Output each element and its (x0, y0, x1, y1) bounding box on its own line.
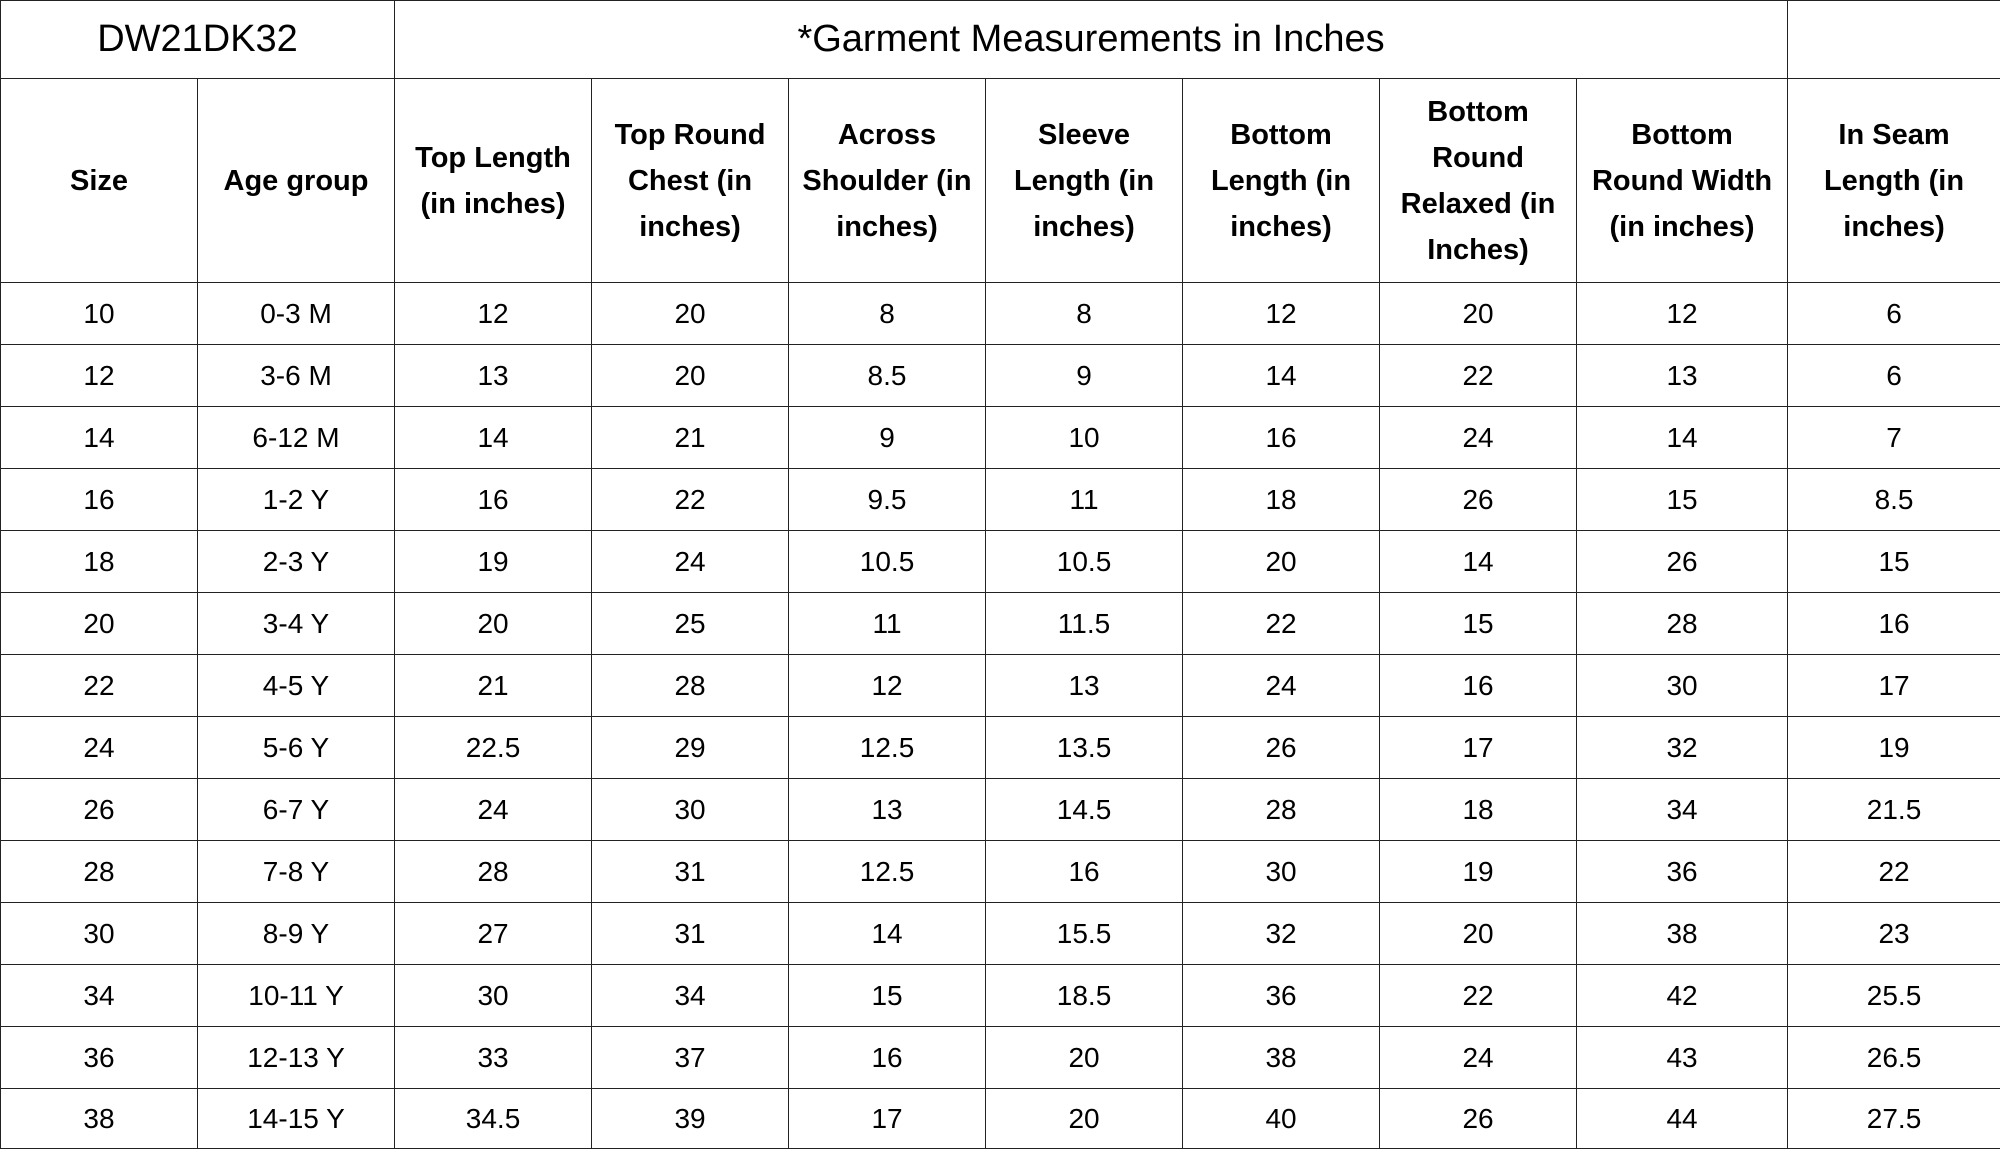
column-header: Bottom Round Relaxed (in Inches) (1380, 79, 1577, 283)
age-group-cell: 6-7 Y (198, 779, 395, 841)
measurement-cell: 26.5 (1788, 1027, 2000, 1089)
measurement-cell: 8.5 (1788, 469, 2000, 531)
measurement-cell: 28 (592, 655, 789, 717)
table-row (1, 841, 2000, 903)
blank-title-cell (1788, 1, 2000, 79)
measurement-cell: 21 (395, 655, 592, 717)
table-row (1, 717, 2000, 779)
column-header: Sleeve Length (in inches) (986, 79, 1183, 283)
measurement-cell: 12.5 (789, 841, 986, 903)
measurement-cell: 40 (1183, 1089, 1380, 1149)
measurement-cell: 8.5 (789, 345, 986, 407)
measurement-cell: 13 (986, 655, 1183, 717)
column-header: Top Length (in inches) (395, 79, 592, 283)
column-header: Across Shoulder (in inches) (789, 79, 986, 283)
table-row (1, 1089, 2000, 1149)
size-cell: 18 (1, 531, 198, 593)
measurement-cell: 26 (1183, 717, 1380, 779)
measurement-cell: 28 (1183, 779, 1380, 841)
measurement-cell: 44 (1577, 1089, 1788, 1149)
size-cell: 20 (1, 593, 198, 655)
measurement-cell: 8 (986, 283, 1183, 345)
measurement-cell: 28 (1577, 593, 1788, 655)
measurement-cell: 24 (395, 779, 592, 841)
table-row (1, 283, 2000, 345)
measurement-cell: 24 (1380, 407, 1577, 469)
measurement-cell: 34.5 (395, 1089, 592, 1149)
measurement-cell: 31 (592, 841, 789, 903)
measurement-cell: 37 (592, 1027, 789, 1089)
measurement-cell: 19 (395, 531, 592, 593)
measurement-cell: 30 (395, 965, 592, 1027)
age-group-cell: 5-6 Y (198, 717, 395, 779)
measurement-cell: 14 (1380, 531, 1577, 593)
size-cell: 28 (1, 841, 198, 903)
table-row (1, 655, 2000, 717)
measurement-cell: 8 (789, 283, 986, 345)
age-group-cell: 3-4 Y (198, 593, 395, 655)
measurement-cell: 20 (592, 283, 789, 345)
measurement-cell: 16 (395, 469, 592, 531)
measurement-cell: 30 (1577, 655, 1788, 717)
measurement-cell: 20 (1183, 531, 1380, 593)
measurement-cell: 13 (1577, 345, 1788, 407)
measurement-cell: 15 (1788, 531, 2000, 593)
column-header: Size (1, 79, 198, 283)
measurement-cell: 15 (1380, 593, 1577, 655)
measurement-cell: 20 (395, 593, 592, 655)
age-group-cell: 2-3 Y (198, 531, 395, 593)
table-row (1, 345, 2000, 407)
measurement-cell: 14 (1577, 407, 1788, 469)
size-cell: 24 (1, 717, 198, 779)
measurement-cell: 22 (1788, 841, 2000, 903)
measurement-cell: 20 (1380, 283, 1577, 345)
measurement-cell: 16 (789, 1027, 986, 1089)
measurement-cell: 15 (1577, 469, 1788, 531)
measurement-cell: 16 (1380, 655, 1577, 717)
measurement-cell: 21.5 (1788, 779, 2000, 841)
column-header: Bottom Length (in inches) (1183, 79, 1380, 283)
measurement-cell: 16 (1183, 407, 1380, 469)
measurement-cell: 12.5 (789, 717, 986, 779)
measurement-cell: 14 (395, 407, 592, 469)
measurement-cell: 14 (789, 903, 986, 965)
measurement-cell: 19 (1788, 717, 2000, 779)
measurement-cell: 31 (592, 903, 789, 965)
size-cell: 16 (1, 469, 198, 531)
size-cell: 30 (1, 903, 198, 965)
measurement-cell: 34 (592, 965, 789, 1027)
measurement-cell: 30 (1183, 841, 1380, 903)
table-row (1, 407, 2000, 469)
measurement-cell: 42 (1577, 965, 1788, 1027)
measurement-cell: 9.5 (789, 469, 986, 531)
measurement-cell: 11 (986, 469, 1183, 531)
table-row (1, 469, 2000, 531)
table-row (1, 1027, 2000, 1089)
measurement-cell: 30 (592, 779, 789, 841)
measurement-cell: 32 (1183, 903, 1380, 965)
measurement-cell: 12 (789, 655, 986, 717)
size-cell: 26 (1, 779, 198, 841)
measurement-cell: 24 (1380, 1027, 1577, 1089)
measurement-cell: 15 (789, 965, 986, 1027)
measurement-cell: 13 (789, 779, 986, 841)
measurement-cell: 26 (1577, 531, 1788, 593)
measurement-cell: 7 (1788, 407, 2000, 469)
table-row (1, 779, 2000, 841)
measurement-cell: 9 (789, 407, 986, 469)
measurement-cell: 23 (1788, 903, 2000, 965)
column-header: Top Round Chest (in inches) (592, 79, 789, 283)
measurement-cell: 20 (1380, 903, 1577, 965)
size-cell: 38 (1, 1089, 198, 1149)
measurement-cell: 38 (1577, 903, 1788, 965)
measurement-cell: 25.5 (1788, 965, 2000, 1027)
size-cell: 22 (1, 655, 198, 717)
measurement-cell: 18 (1380, 779, 1577, 841)
measurement-cell: 12 (395, 283, 592, 345)
table-row (1, 965, 2000, 1027)
measurement-cell: 14 (1183, 345, 1380, 407)
measurement-cell: 16 (986, 841, 1183, 903)
measurement-cell: 18.5 (986, 965, 1183, 1027)
age-group-cell: 7-8 Y (198, 841, 395, 903)
age-group-cell: 8-9 Y (198, 903, 395, 965)
column-header: Age group (198, 79, 395, 283)
age-group-cell: 3-6 M (198, 345, 395, 407)
age-group-cell: 1-2 Y (198, 469, 395, 531)
size-cell: 10 (1, 283, 198, 345)
size-cell: 14 (1, 407, 198, 469)
measurement-cell: 27 (395, 903, 592, 965)
table-row (1, 903, 2000, 965)
measurement-cell: 21 (592, 407, 789, 469)
measurement-cell: 43 (1577, 1027, 1788, 1089)
measurement-cell: 10.5 (986, 531, 1183, 593)
age-group-cell: 14-15 Y (198, 1089, 395, 1149)
measurement-cell: 20 (986, 1089, 1183, 1149)
measurement-cell: 12 (1183, 283, 1380, 345)
measurement-cell: 17 (1788, 655, 2000, 717)
age-group-cell: 10-11 Y (198, 965, 395, 1027)
measurement-cell: 6 (1788, 283, 2000, 345)
table-body (1, 1, 2000, 1149)
measurement-cell: 33 (395, 1027, 592, 1089)
measurement-cell: 10 (986, 407, 1183, 469)
column-header: In Seam Length (in inches) (1788, 79, 2000, 283)
age-group-cell: 6-12 M (198, 407, 395, 469)
measurement-cell: 26 (1380, 469, 1577, 531)
measurement-cell: 32 (1577, 717, 1788, 779)
title-row (1, 1, 2000, 79)
measurement-cell: 20 (592, 345, 789, 407)
age-group-cell: 12-13 Y (198, 1027, 395, 1089)
measurement-cell: 15.5 (986, 903, 1183, 965)
measurement-cell: 13.5 (986, 717, 1183, 779)
measurement-cell: 22 (1380, 965, 1577, 1027)
measurement-cell: 38 (1183, 1027, 1380, 1089)
measurement-cell: 39 (592, 1089, 789, 1149)
size-cell: 34 (1, 965, 198, 1027)
measurement-cell: 27.5 (1788, 1089, 2000, 1149)
column-header-row (1, 79, 2000, 283)
measurement-cell: 19 (1380, 841, 1577, 903)
measurement-cell: 16 (1788, 593, 2000, 655)
size-cell: 36 (1, 1027, 198, 1089)
measurement-cell: 24 (592, 531, 789, 593)
measurement-cell: 12 (1577, 283, 1788, 345)
measurement-cell: 6 (1788, 345, 2000, 407)
measurement-cell: 36 (1577, 841, 1788, 903)
measurement-cell: 14.5 (986, 779, 1183, 841)
style-code: DW21DK32 (1, 1, 395, 79)
measurement-cell: 24 (1183, 655, 1380, 717)
measurement-cell: 26 (1380, 1089, 1577, 1149)
measurement-cell: 18 (1183, 469, 1380, 531)
measurement-cell: 22 (1183, 593, 1380, 655)
age-group-cell: 0-3 M (198, 283, 395, 345)
measurement-cell: 22 (592, 469, 789, 531)
table-heading: *Garment Measurements in Inches (395, 1, 1788, 79)
measurement-cell: 17 (1380, 717, 1577, 779)
measurement-cell: 10.5 (789, 531, 986, 593)
measurement-cell: 17 (789, 1089, 986, 1149)
measurement-cell: 13 (395, 345, 592, 407)
measurement-cell: 28 (395, 841, 592, 903)
table-row (1, 531, 2000, 593)
measurement-cell: 11 (789, 593, 986, 655)
measurement-cell: 22.5 (395, 717, 592, 779)
measurement-cell: 22 (1380, 345, 1577, 407)
size-cell: 12 (1, 345, 198, 407)
measurement-cell: 20 (986, 1027, 1183, 1089)
measurement-cell: 36 (1183, 965, 1380, 1027)
measurement-cell: 25 (592, 593, 789, 655)
column-header: Bottom Round Width (in inches) (1577, 79, 1788, 283)
measurement-cell: 9 (986, 345, 1183, 407)
measurement-cell: 29 (592, 717, 789, 779)
table-row (1, 593, 2000, 655)
age-group-cell: 4-5 Y (198, 655, 395, 717)
measurement-cell: 11.5 (986, 593, 1183, 655)
measurement-cell: 34 (1577, 779, 1788, 841)
